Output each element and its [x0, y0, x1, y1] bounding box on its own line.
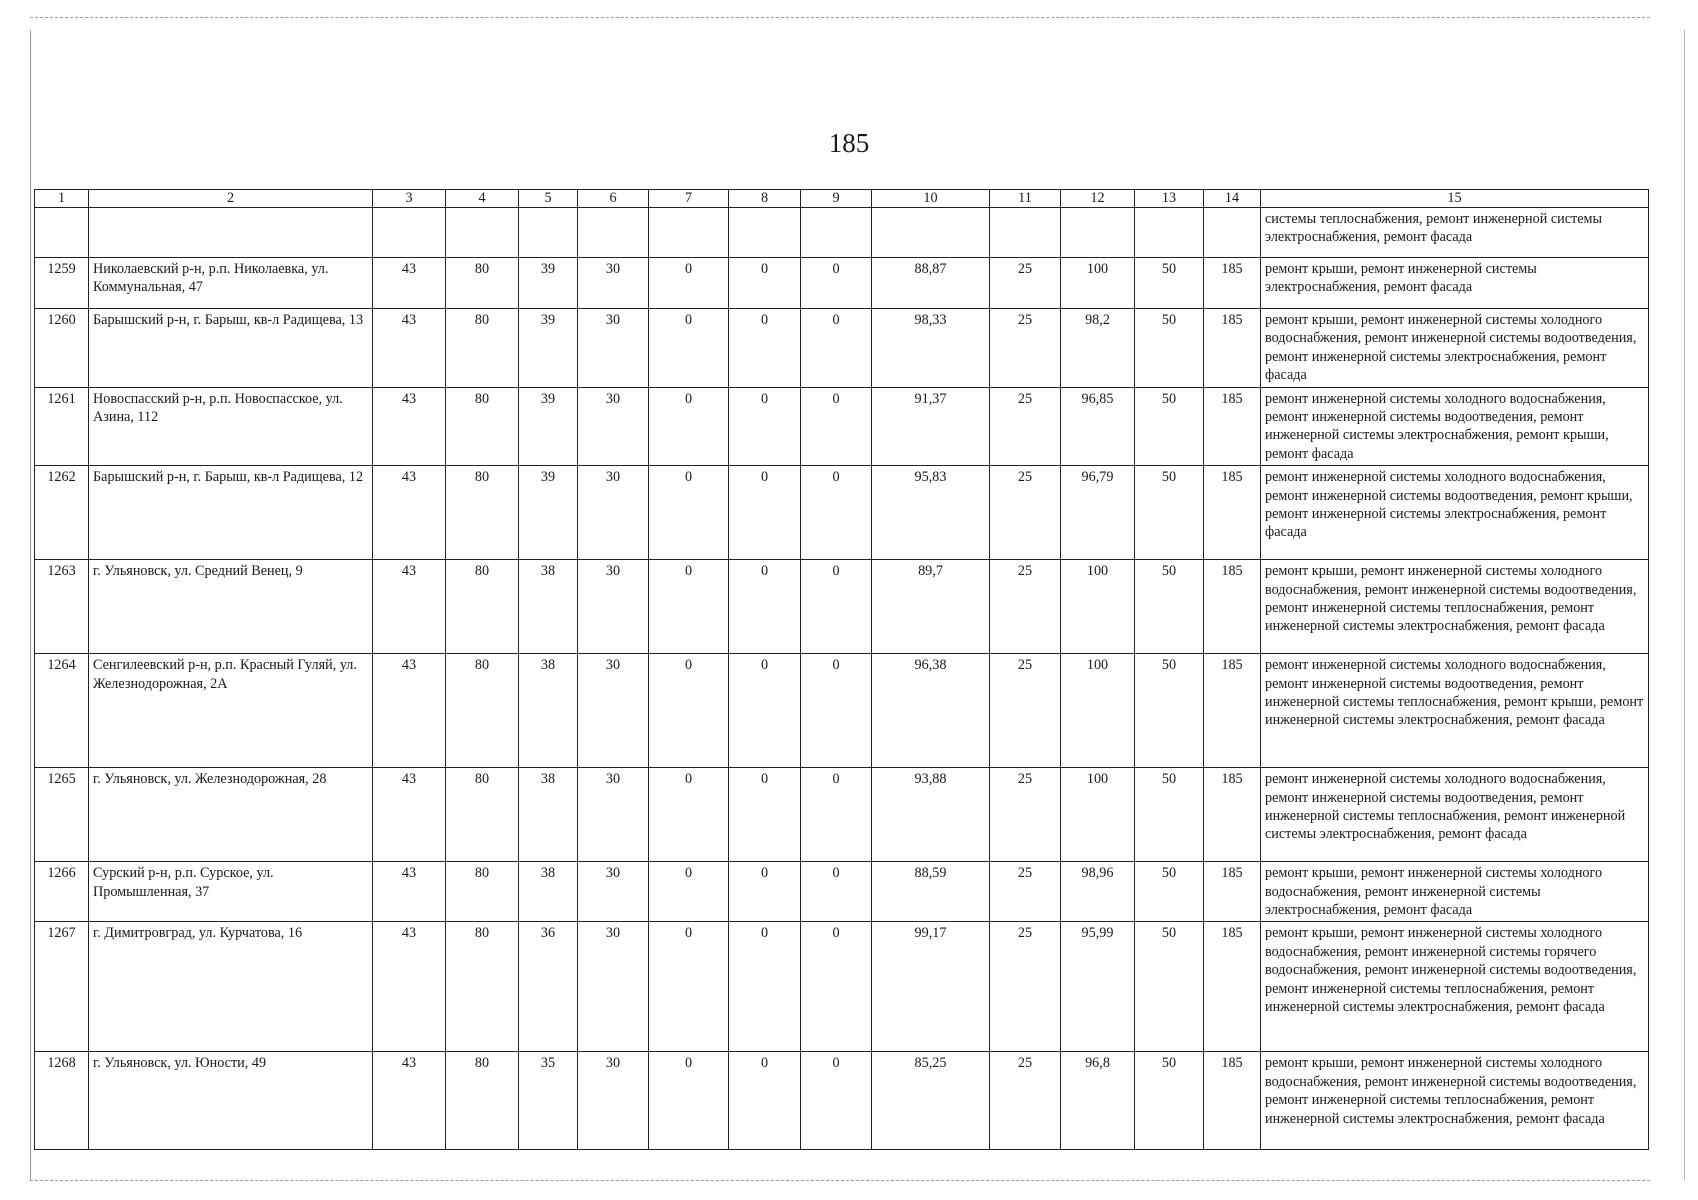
page-number: 185	[828, 128, 870, 158]
page-border-left	[30, 30, 31, 1180]
table-cell	[578, 208, 649, 258]
value-cell: 185	[1204, 768, 1261, 862]
value-cell: 80	[446, 387, 519, 466]
value-cell: 185	[1204, 654, 1261, 768]
value-cell: 80	[446, 466, 519, 560]
value-cell: 91,37	[872, 387, 990, 466]
works-cell: ремонт крыши, ремонт инженерной системы холодного водоснабжения, ремонт инженерной системы горячего водоснабжения, ремонт инженерной системы водоотведения, ремонт инженерной системы теплоснабжения, ремонт инженерной системы электроснабжения, ремонт фасада	[1261, 922, 1649, 1052]
value-cell: 100	[1061, 654, 1135, 768]
table-row	[35, 768, 1649, 862]
value-cell: 88,59	[872, 862, 990, 922]
address-cell: г. Димитровград, ул. Курчатова, 16	[89, 922, 373, 1052]
value-cell: 0	[729, 862, 801, 922]
value-cell: 30	[578, 258, 649, 309]
column-header: 4	[446, 190, 519, 208]
value-cell: 0	[729, 1052, 801, 1150]
value-cell: 85,25	[872, 1052, 990, 1150]
value-cell: 0	[649, 862, 729, 922]
page-border-right	[1684, 30, 1685, 1180]
value-cell: 0	[649, 922, 729, 1052]
works-cell: системы теплоснабжения, ремонт инженерной системы электроснабжения, ремонт фасада	[1261, 208, 1649, 258]
value-cell: 38	[519, 560, 578, 654]
value-cell: 0	[649, 387, 729, 466]
value-cell: 30	[578, 768, 649, 862]
value-cell: 80	[446, 922, 519, 1052]
column-header: 14	[1204, 190, 1261, 208]
value-cell: 0	[801, 654, 872, 768]
value-cell: 25	[990, 862, 1061, 922]
address-cell: Сурский р-н, р.п. Сурское, ул. Промышленная, 37	[89, 862, 373, 922]
value-cell: 39	[519, 466, 578, 560]
value-cell: 35	[519, 1052, 578, 1150]
row-number-cell: 1266	[35, 862, 89, 922]
row-number-cell: 1264	[35, 654, 89, 768]
value-cell: 96,38	[872, 654, 990, 768]
value-cell: 0	[649, 768, 729, 862]
column-number-header	[35, 190, 1649, 208]
value-cell: 98,96	[1061, 862, 1135, 922]
works-cell: ремонт инженерной системы холодного водоснабжения, ремонт инженерной системы водоотведения, ремонт инженерной системы теплоснабжения, ремонт крыши, ремонт инженерной системы электроснабжения, ремонт фасада	[1261, 654, 1649, 768]
value-cell: 0	[729, 309, 801, 388]
table-cell	[990, 208, 1061, 258]
value-cell: 39	[519, 387, 578, 466]
value-cell: 38	[519, 862, 578, 922]
value-cell: 25	[990, 1052, 1061, 1150]
value-cell: 30	[578, 654, 649, 768]
value-cell: 38	[519, 654, 578, 768]
value-cell: 25	[990, 922, 1061, 1052]
registry-table	[34, 189, 1649, 1150]
value-cell: 98,2	[1061, 309, 1135, 388]
value-cell: 30	[578, 387, 649, 466]
value-cell: 0	[729, 922, 801, 1052]
value-cell: 80	[446, 560, 519, 654]
value-cell: 80	[446, 654, 519, 768]
works-cell: ремонт инженерной системы холодного водоснабжения, ремонт инженерной системы водоотведения, ремонт инженерной системы теплоснабжения, ремонт инженерной системы электроснабжения, ремонт фасада	[1261, 768, 1649, 862]
continuation-row	[35, 208, 1649, 258]
value-cell: 96,85	[1061, 387, 1135, 466]
column-header: 7	[649, 190, 729, 208]
table-row	[35, 309, 1649, 388]
column-header: 6	[578, 190, 649, 208]
value-cell: 39	[519, 309, 578, 388]
value-cell: 0	[801, 466, 872, 560]
row-number-cell: 1260	[35, 309, 89, 388]
address-cell: г. Ульяновск, ул. Юности, 49	[89, 1052, 373, 1150]
value-cell: 50	[1135, 922, 1204, 1052]
value-cell: 0	[649, 309, 729, 388]
value-cell: 43	[373, 387, 446, 466]
address-cell: Новоспасский р-н, р.п. Новоспасское, ул. Азина, 112	[89, 387, 373, 466]
value-cell: 30	[578, 309, 649, 388]
value-cell: 0	[801, 1052, 872, 1150]
column-header: 1	[35, 190, 89, 208]
value-cell: 0	[729, 654, 801, 768]
value-cell: 93,88	[872, 768, 990, 862]
table-cell	[729, 208, 801, 258]
column-header: 12	[1061, 190, 1135, 208]
table-cell	[519, 208, 578, 258]
works-cell: ремонт крыши, ремонт инженерной системы холодного водоснабжения, ремонт инженерной системы водоотведения, ремонт инженерной системы электроснабжения, ремонт фасада	[1261, 309, 1649, 388]
value-cell: 185	[1204, 922, 1261, 1052]
value-cell: 0	[649, 466, 729, 560]
value-cell: 50	[1135, 862, 1204, 922]
table-row	[35, 922, 1649, 1052]
table-row	[35, 258, 1649, 309]
value-cell: 25	[990, 560, 1061, 654]
value-cell: 95,99	[1061, 922, 1135, 1052]
value-cell: 25	[990, 466, 1061, 560]
value-cell: 0	[729, 258, 801, 309]
table-cell	[1061, 208, 1135, 258]
value-cell: 100	[1061, 258, 1135, 309]
value-cell: 89,7	[872, 560, 990, 654]
row-number-cell: 1261	[35, 387, 89, 466]
value-cell: 95,83	[872, 466, 990, 560]
table-cell	[446, 208, 519, 258]
value-cell: 25	[990, 654, 1061, 768]
value-cell: 50	[1135, 654, 1204, 768]
value-cell: 43	[373, 1052, 446, 1150]
row-number-cell: 1265	[35, 768, 89, 862]
works-cell: ремонт крыши, ремонт инженерной системы электроснабжения, ремонт фасада	[1261, 258, 1649, 309]
value-cell: 43	[373, 654, 446, 768]
value-cell: 185	[1204, 387, 1261, 466]
value-cell: 43	[373, 862, 446, 922]
column-header: 2	[89, 190, 373, 208]
works-cell: ремонт инженерной системы холодного водоснабжения, ремонт инженерной системы водоотведения, ремонт крыши, ремонт инженерной системы электроснабжения, ремонт фасада	[1261, 466, 1649, 560]
value-cell: 50	[1135, 768, 1204, 862]
value-cell: 185	[1204, 1052, 1261, 1150]
works-cell: ремонт инженерной системы холодного водоснабжения, ремонт инженерной системы водоотведения, ремонт инженерной системы электроснабжения, ремонт крыши, ремонт фасада	[1261, 387, 1649, 466]
value-cell: 0	[801, 862, 872, 922]
table-row	[35, 654, 1649, 768]
value-cell: 100	[1061, 768, 1135, 862]
works-cell: ремонт крыши, ремонт инженерной системы холодного водоснабжения, ремонт инженерной системы водоотведения, ремонт инженерной системы теплоснабжения, ремонт инженерной системы электроснабжения, ремонт фасада	[1261, 1052, 1649, 1150]
address-cell: Барышский р-н, г. Барыш, кв-л Радищева, 13	[89, 309, 373, 388]
page-border-top	[30, 17, 1650, 18]
value-cell: 50	[1135, 560, 1204, 654]
value-cell: 100	[1061, 560, 1135, 654]
value-cell: 30	[578, 862, 649, 922]
value-cell: 50	[1135, 466, 1204, 560]
value-cell: 25	[990, 309, 1061, 388]
value-cell: 43	[373, 768, 446, 862]
value-cell: 43	[373, 922, 446, 1052]
table-cell	[1135, 208, 1204, 258]
value-cell: 0	[801, 768, 872, 862]
table-row	[35, 466, 1649, 560]
value-cell: 0	[649, 654, 729, 768]
table-cell	[89, 208, 373, 258]
value-cell: 185	[1204, 309, 1261, 388]
value-cell: 99,17	[872, 922, 990, 1052]
value-cell: 50	[1135, 309, 1204, 388]
value-cell: 50	[1135, 1052, 1204, 1150]
value-cell: 80	[446, 258, 519, 309]
value-cell: 185	[1204, 862, 1261, 922]
address-cell: Николаевский р-н, р.п. Николаевка, ул. Коммунальная, 47	[89, 258, 373, 309]
value-cell: 96,79	[1061, 466, 1135, 560]
value-cell: 80	[446, 309, 519, 388]
value-cell: 25	[990, 258, 1061, 309]
row-number-cell: 1262	[35, 466, 89, 560]
table-cell	[35, 208, 89, 258]
value-cell: 0	[801, 387, 872, 466]
column-header: 9	[801, 190, 872, 208]
value-cell: 30	[578, 466, 649, 560]
value-cell: 0	[729, 387, 801, 466]
value-cell: 0	[801, 309, 872, 388]
value-cell: 185	[1204, 466, 1261, 560]
address-cell: г. Ульяновск, ул. Средний Венец, 9	[89, 560, 373, 654]
value-cell: 0	[649, 1052, 729, 1150]
column-header: 3	[373, 190, 446, 208]
column-header: 5	[519, 190, 578, 208]
row-number-cell: 1263	[35, 560, 89, 654]
value-cell: 185	[1204, 560, 1261, 654]
table-cell	[373, 208, 446, 258]
value-cell: 96,8	[1061, 1052, 1135, 1150]
table-cell	[1204, 208, 1261, 258]
address-cell: Барышский р-н, г. Барыш, кв-л Радищева, 12	[89, 466, 373, 560]
value-cell: 0	[801, 922, 872, 1052]
address-cell: Сенгилеевский р-н, р.п. Красный Гуляй, ул. Железнодорожная, 2А	[89, 654, 373, 768]
table-cell	[649, 208, 729, 258]
table-row	[35, 862, 1649, 922]
value-cell: 50	[1135, 258, 1204, 309]
value-cell: 25	[990, 387, 1061, 466]
value-cell: 43	[373, 309, 446, 388]
value-cell: 0	[801, 258, 872, 309]
row-number-cell: 1259	[35, 258, 89, 309]
value-cell: 0	[729, 768, 801, 862]
value-cell: 30	[578, 560, 649, 654]
value-cell: 50	[1135, 387, 1204, 466]
value-cell: 39	[519, 258, 578, 309]
value-cell: 0	[729, 560, 801, 654]
value-cell: 88,87	[872, 258, 990, 309]
column-header: 8	[729, 190, 801, 208]
value-cell: 43	[373, 560, 446, 654]
address-cell: г. Ульяновск, ул. Железнодорожная, 28	[89, 768, 373, 862]
table-row	[35, 560, 1649, 654]
column-header: 10	[872, 190, 990, 208]
value-cell: 36	[519, 922, 578, 1052]
works-cell: ремонт крыши, ремонт инженерной системы холодного водоснабжения, ремонт инженерной системы водоотведения, ремонт инженерной системы теплоснабжения, ремонт инженерной системы электроснабжения, ремонт фасада	[1261, 560, 1649, 654]
value-cell: 185	[1204, 258, 1261, 309]
row-number-cell: 1267	[35, 922, 89, 1052]
column-header: 13	[1135, 190, 1204, 208]
value-cell: 38	[519, 768, 578, 862]
value-cell: 30	[578, 922, 649, 1052]
value-cell: 80	[446, 768, 519, 862]
value-cell: 30	[578, 1052, 649, 1150]
table-row	[35, 387, 1649, 466]
value-cell: 0	[649, 560, 729, 654]
value-cell: 0	[649, 258, 729, 309]
value-cell: 80	[446, 862, 519, 922]
value-cell: 80	[446, 1052, 519, 1150]
value-cell: 0	[729, 466, 801, 560]
value-cell: 0	[801, 560, 872, 654]
table-cell	[801, 208, 872, 258]
column-header: 11	[990, 190, 1061, 208]
column-header: 15	[1261, 190, 1649, 208]
value-cell: 25	[990, 768, 1061, 862]
table-row	[35, 1052, 1649, 1150]
page-border-bottom	[30, 1180, 1650, 1181]
row-number-cell: 1268	[35, 1052, 89, 1150]
table-cell	[872, 208, 990, 258]
value-cell: 43	[373, 466, 446, 560]
works-cell: ремонт крыши, ремонт инженерной системы холодного водоснабжения, ремонт инженерной системы электроснабжения, ремонт фасада	[1261, 862, 1649, 922]
value-cell: 98,33	[872, 309, 990, 388]
value-cell: 43	[373, 258, 446, 309]
